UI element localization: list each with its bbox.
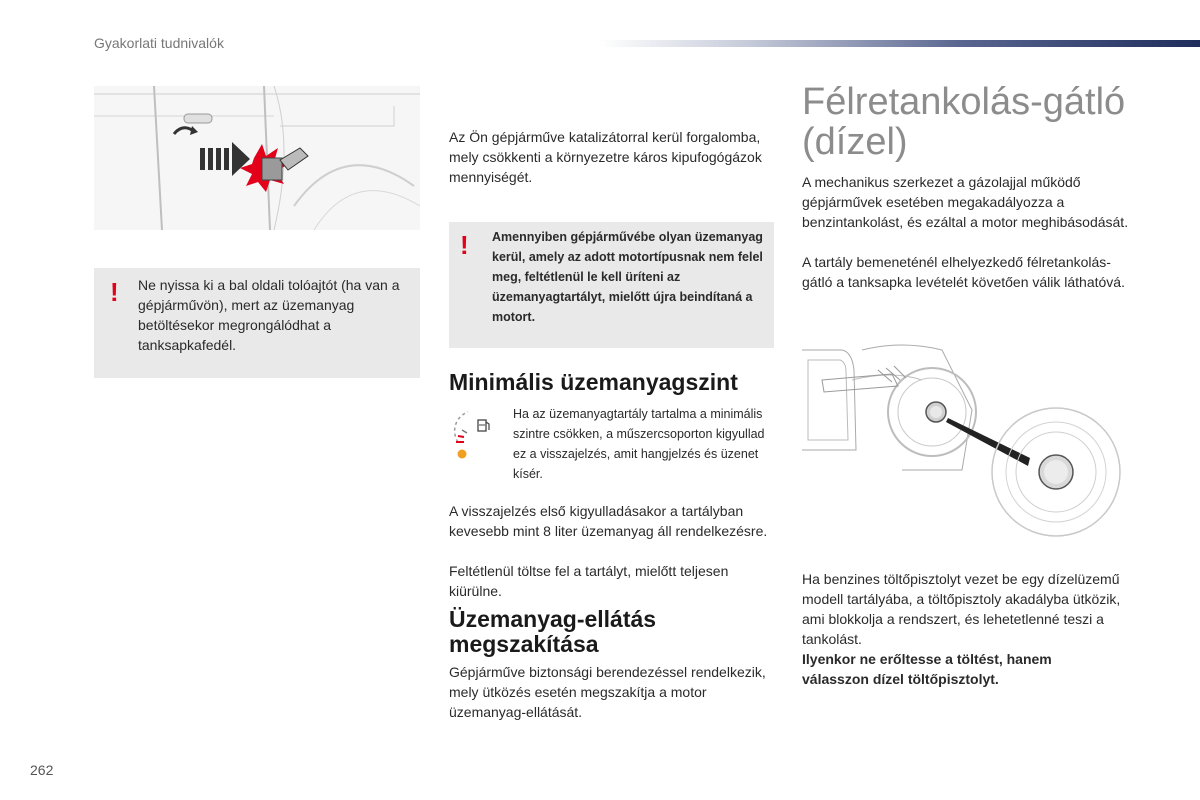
min-fuel-body-2: Feltétlenül töltse fel a tartályt, mielőtt teljesen kiürülne. — [449, 563, 729, 599]
min-fuel-icon-text: Ha az üzemanyagtartály tartalma a minimális szintre csökken, a műszercsoporton kigyullad ez a visszajelzés, amit hangjelzés és üzenet kísér. — [513, 407, 765, 481]
section-label: Gyakorlati tudnivalók — [94, 35, 224, 51]
warning-exclamation-icon: ! — [460, 230, 469, 260]
fuel-type-warning-box — [449, 222, 774, 348]
fuel-cutoff-body: Gépjárműve biztonsági berendezéssel rendelkezik, mely ütközés esetén megszakítja a motor üzemanyag-ellátását. — [449, 664, 766, 720]
van-side-door-illustration — [94, 86, 420, 230]
door-warning-text: Ne nyissa ki a bal oldali tolóajtót (ha van a gépjárművön), mert az üzemanyag betöltésekor megrongálódhat a tanksapkafedél. — [138, 277, 400, 353]
misfuel-body-bold: Ilyenkor ne erőltesse a töltést, hanem válasszon dízel töltőpisztolyt. — [802, 651, 1052, 687]
fuel-gauge-icon — [452, 406, 496, 464]
page-number: 262 — [30, 762, 54, 778]
header-bar — [600, 40, 1200, 47]
min-fuel-body-1: A visszajelzés első kigyulladásakor a tartályban kevesebb mint 8 liter üzemanyag áll rendelkezésre. — [449, 503, 768, 539]
misfuel-body-1: A mechanikus szerkezet a gázolajjal működő gépjárművek esetében megakadályozza a benzintankolást, és ezáltal a motor meghibásodását. — [802, 174, 1129, 230]
min-fuel-heading: Minimális üzemanyagszint — [449, 369, 738, 395]
misfuel-device-illustration — [802, 340, 1132, 555]
catalyst-intro-text: Az Ön gépjárműve katalizátorral kerül forgalomba, mely csökkenti a környezetre káros kipufogógázok mennyiségét. — [449, 129, 762, 185]
warning-exclamation-icon: ! — [110, 277, 119, 307]
misfuel-body-3: Ha benzines töltőpisztolyt vezet be egy dízelüzemű modell tartályába, a töltőpisztoly akadályba ütközik, ami blokkolja a rendszert, és lehetetlenné teszi a tankolást. — [802, 571, 1121, 647]
fuel-cutoff-heading: Üzemanyag-ellátás megszakítása — [449, 606, 657, 657]
fuel-type-warning-text: Amennyiben gépjárművébe olyan üzemanyag kerül, amely az adott motortípusnak nem felel meg, feltétlenül le kell üríteni az üzemanyagtartályt, mielőtt újra beindítaná a motort. — [492, 230, 763, 324]
door-warning-box — [94, 268, 420, 378]
misfuel-prevention-heading: Félretankolás-gátló (dízel) — [802, 81, 1126, 163]
misfuel-body-2: A tartály bemeneténél elhelyezkedő félretankolás-gátló a tanksapka levételét követően válik láthatóvá. — [802, 254, 1125, 290]
